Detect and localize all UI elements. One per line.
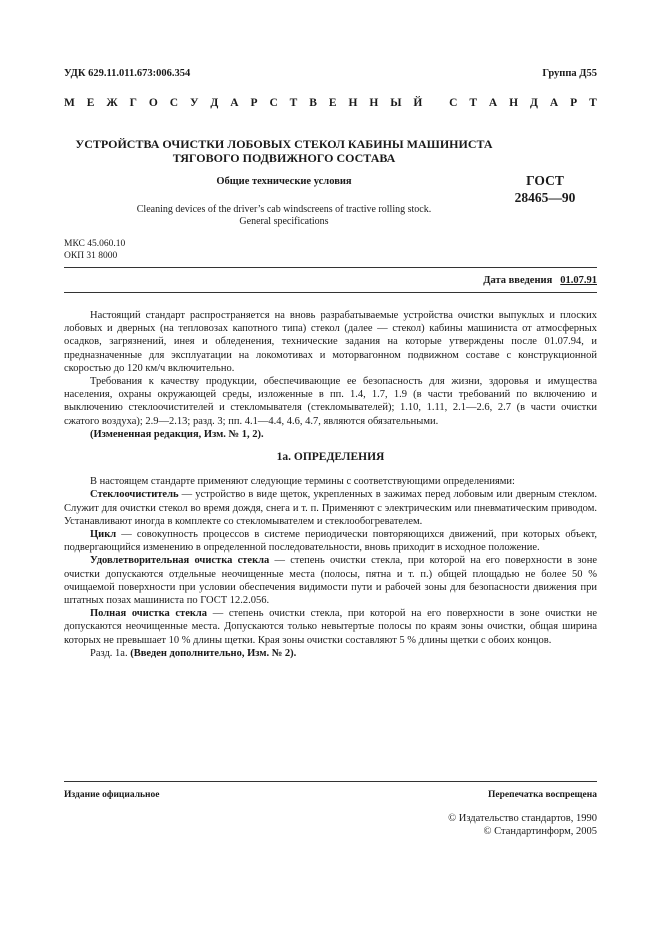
amendment-note: (Измененная редакция, Изм. № 1, 2). [90, 428, 264, 440]
title-line-2: ТЯГОВОГО ПОДВИЖНОГО СОСТАВА [172, 151, 396, 165]
heading-letter: Н [348, 97, 358, 109]
english-title-line-1: Cleaning devices of the driver’s cab windscreens of tractive rolling stock. [136, 204, 432, 215]
definition-cycle-text: — совокупность процессов в системе периодически повторяющихся движений, при которых объект, подвергающийся изменению в определенной последовательности, вновь приходит в исходное положение. [64, 529, 597, 554]
reprint-prohibited-label: Перепечатка воспрещена [487, 790, 597, 800]
heading-letter: Ы [390, 97, 402, 109]
divider-date [64, 292, 597, 293]
document-title [64, 137, 504, 165]
heading-letter [434, 97, 437, 109]
definition-full-cleaning-text: — степень очистки стекла, при которой на его поверхности в зоне очистки не допускаются неочищенные места. Допускаются только невытертые полосы по краям зоны очистки, общая ширина которых не превышает 10 % длины щетки. Края зоны очистки составляют 5 % длины щетки с обоих концов. [64, 608, 598, 646]
heading-letter: Г [129, 97, 137, 109]
english-title [64, 204, 504, 228]
paragraph-requirements: Требования к качеству продукции, обеспечивающие ее безопасность для жизни, здоровья и имущества населения, охраны окружающей среды, изложенные в пп. 1.4, 1.7, 1.9 (в части требований по включению и выключению стеклоочистителей и стекломывателя (стекломывателей); 1.10, 1.11, 2.1—2.6, 2.7 (в части очистки сжатого воздуха); 2.9—2.13; разд. 3; пп. 4.1—4.4, 4.6, 4.7, являются обязательными. [64, 376, 597, 427]
heading-letter: С [269, 97, 278, 109]
udk-code: УДК 629.11.011.673:006.354 [64, 68, 191, 79]
term-full-cleaning: Полная очистка стекла [90, 608, 208, 620]
gost-label: ГОСТ [526, 173, 564, 188]
term-cycle: Цикл [90, 529, 117, 541]
heading-letter: В [309, 97, 317, 109]
term-wiper: Стеклоочиститель [90, 489, 179, 501]
definition-wiper [64, 488, 597, 528]
introduction-date-label: Дата введения [483, 275, 553, 286]
interstate-standard-heading [64, 97, 597, 109]
section-heading-definitions: 1а. ОПРЕДЕЛЕНИЯ [276, 451, 385, 464]
heading-letter: О [148, 97, 158, 109]
section-amendment-bold: (Введен дополнительно, Изм. № 2). [130, 647, 297, 659]
okp-code: ОКП 31 8000 [64, 251, 118, 261]
heading-letter: Д [530, 97, 538, 109]
heading-letter: Т [469, 97, 477, 109]
divider-footer [64, 781, 597, 782]
classification-codes [64, 238, 125, 262]
term-satisfactory-cleaning: Удовлетворительная очистка стекла [90, 555, 270, 567]
heading-letter: У [190, 97, 199, 109]
definition-cycle [64, 528, 597, 554]
definition-full-cleaning [64, 607, 597, 647]
heading-letter: Р [250, 97, 258, 109]
introduction-date [483, 275, 597, 286]
title-line-1: УСТРОЙСТВА ОЧИСТКИ ЛОБОВЫХ СТЕКОЛ КАБИНЫ МАШИНИСТА [75, 137, 493, 151]
definition-satisfactory-cleaning [64, 554, 597, 607]
heading-letter: Д [210, 97, 219, 109]
heading-letter: Й [413, 97, 423, 109]
official-edition-label: Издание официальное [64, 790, 160, 800]
group-code: Группа Д55 [542, 68, 597, 79]
general-specs-subtitle: Общие технические условия [216, 176, 352, 187]
heading-letter: Е [328, 97, 337, 109]
paragraph-scope: Настоящий стандарт распространяется на вновь разрабатываемые устройства очистки выпуклых и плоских лобовых и дверных (на тепловозах капотного типа) стекол (далее — стекол) кабины машиниста от атмосферных осадков, загрязнений, инея и обледенения, технические задания на которые утверждены после 01.07.94, и предназначенные для эксплуатации на локомотивах и моторвагонном подвижном составе с конструкционной скоростью до 120 км/ч включительно. [64, 310, 597, 374]
heading-letter: Е [86, 97, 95, 109]
copyright-block [448, 812, 597, 838]
heading-letter: А [230, 97, 239, 109]
english-title-line-2: General specifications [239, 216, 329, 227]
introduction-date-value: 01.07.91 [560, 275, 597, 286]
mks-code: МКС 45.060.10 [64, 239, 126, 249]
section-amendment-note [64, 647, 597, 660]
copyright-line-2: © Стандартинформ, 2005 [483, 826, 597, 837]
heading-letter: А [549, 97, 559, 109]
definition-satisfactory-cleaning-text: — степень очистки стекла, при которой на его поверхности в зоне очистки допускаются отдельные неочищенные места (полосы, пятна и т. п.) общей площадью не более 50 % очищаемой поверхности при условии обеспечения видимости пути и рабочей зоны для безопасности движения при штатных позах машиниста по ГОСТ 12.2.056. [64, 555, 598, 607]
paragraph-terms-intro: В настоящем стандарте применяют следующие термины с соответствующими определениями: [90, 476, 515, 488]
heading-letter: Н [369, 97, 379, 109]
divider-top [64, 267, 597, 268]
heading-letter: Ж [106, 97, 118, 109]
section-amendment-prefix: Разд. 1а. [90, 647, 131, 659]
heading-letter: Н [509, 97, 519, 109]
gost-number: 28465—90 [514, 190, 576, 205]
document-body [64, 309, 597, 660]
gost-designation [490, 172, 600, 206]
heading-letter: С [449, 97, 458, 109]
heading-letter: М [64, 97, 75, 109]
copyright-line-1: © Издательство стандартов, 1990 [448, 813, 597, 824]
heading-letter: А [488, 97, 498, 109]
definition-wiper-text: — устройство в виде щеток, укрепленных в зажимах перед лобовым или дверным стеклом. Служит для очистки стекол во время дождя, снега и т. п. Применяют с электрическим или пневматическим приводом. Устанавливают иногда в комплекте со стекломывателем и стеклообогревателем. [64, 489, 597, 527]
heading-letter: Т [589, 97, 597, 109]
heading-letter: Р [570, 97, 578, 109]
heading-letter: Т [289, 97, 298, 109]
heading-letter: С [169, 97, 179, 109]
